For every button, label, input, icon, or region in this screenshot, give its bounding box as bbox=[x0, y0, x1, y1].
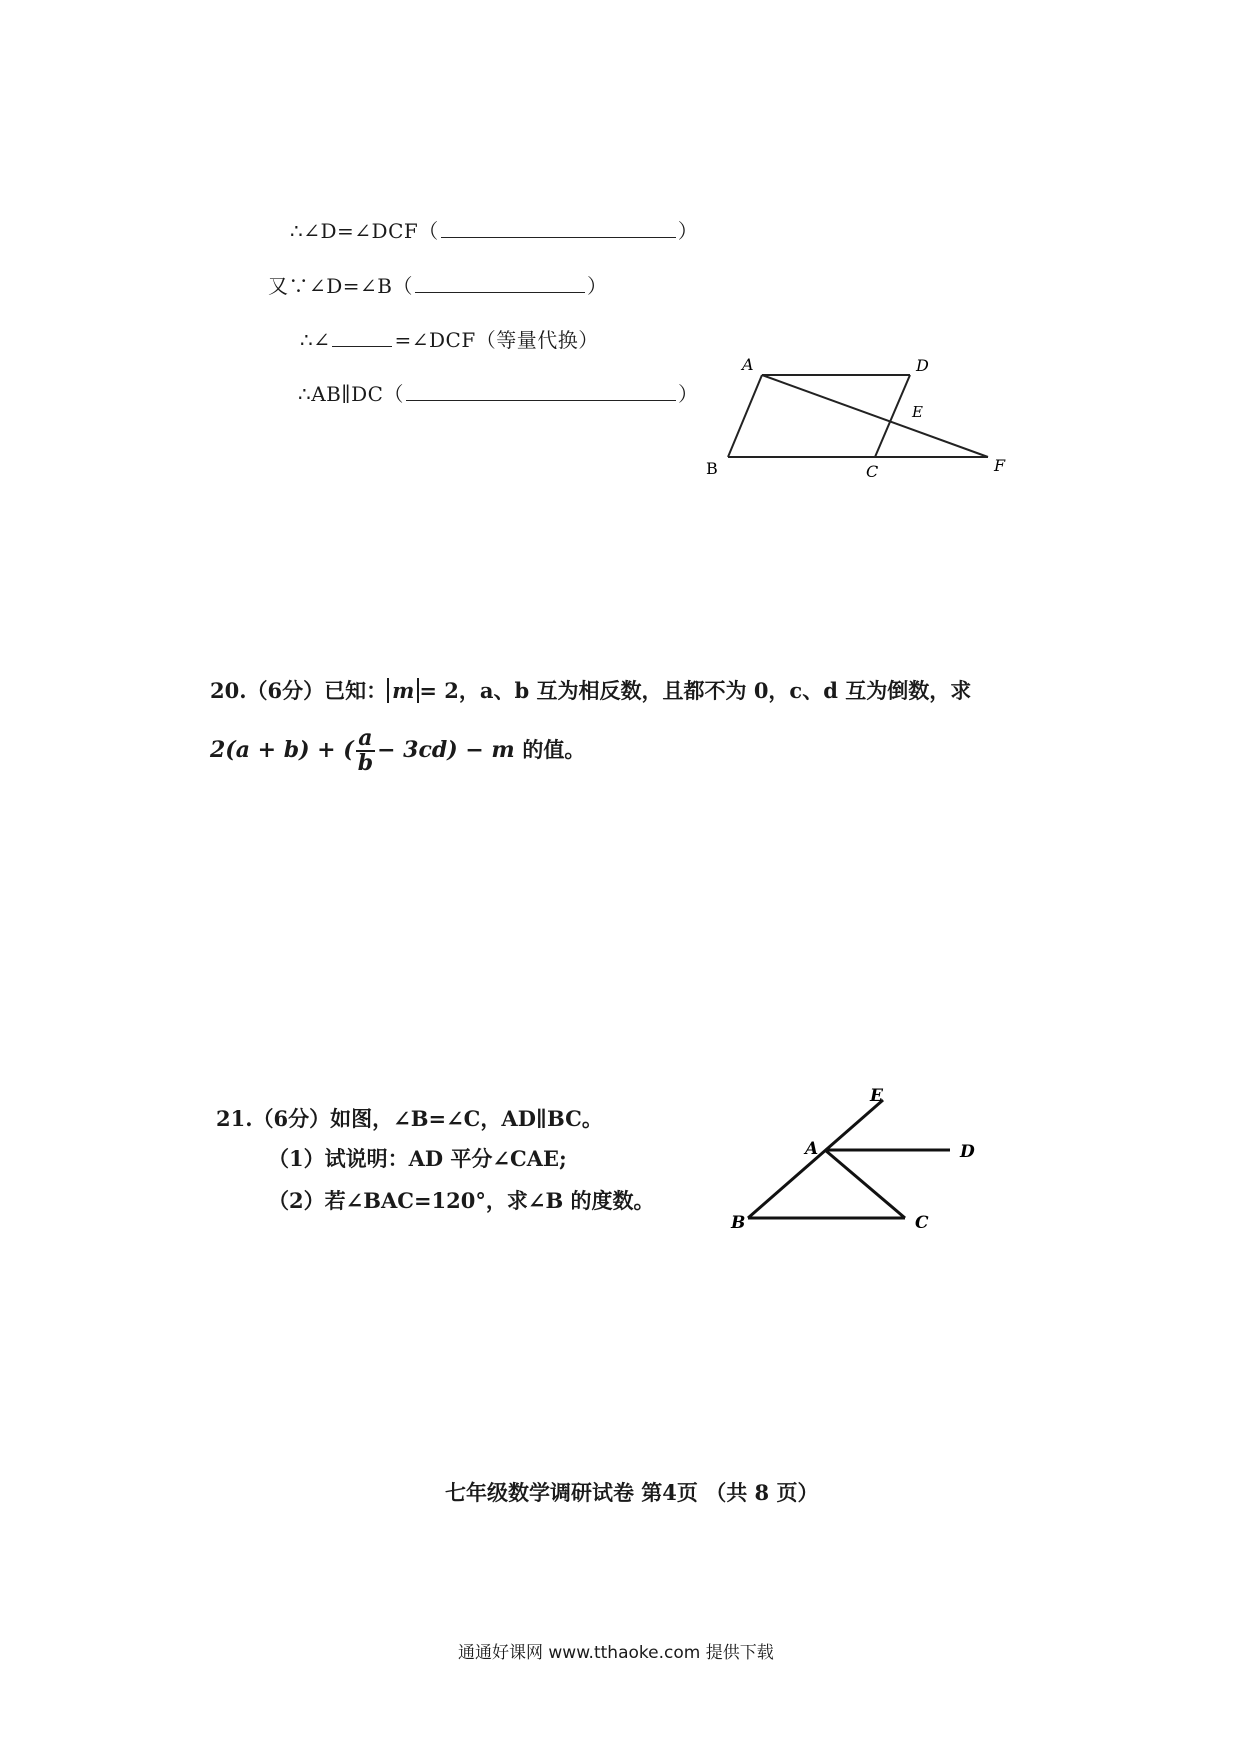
proof-line-4 bbox=[298, 378, 698, 407]
q20-formula-pre: 2(a + b) + ( bbox=[210, 737, 354, 764]
q20-stem-rest: = 2，a、b 互为相反数，且都不为 0，c、d 互为倒数，求 bbox=[419, 678, 972, 703]
label-f: F bbox=[994, 456, 1006, 475]
label-b: B bbox=[706, 459, 718, 478]
proof-line-2-close: ） bbox=[587, 274, 608, 298]
q20-stem-prefix: 20.（6分）已知： bbox=[210, 678, 388, 703]
q20-formula-post: − 3cd) − m bbox=[377, 737, 515, 764]
label-d: D bbox=[960, 1142, 975, 1162]
question-20-stem bbox=[210, 675, 971, 705]
proof-line-2-text: 又∵∠D=∠B（ bbox=[268, 274, 414, 298]
segment-dc bbox=[875, 375, 910, 457]
proof-line-2 bbox=[268, 270, 608, 299]
download-credit: 通通好课网 www.tthaoke.com 提供下载 bbox=[458, 1643, 774, 1663]
label-d: D bbox=[916, 356, 929, 375]
proof-line-4-text: ∴AB∥DC（ bbox=[298, 382, 404, 406]
segment-be bbox=[748, 1100, 883, 1218]
proof-line-3-suffix: =∠DCF（等量代换） bbox=[394, 328, 599, 352]
answer-blank-4[interactable] bbox=[406, 382, 676, 401]
answer-blank-1[interactable] bbox=[441, 219, 676, 238]
proof-line-1 bbox=[290, 215, 698, 244]
label-c: C bbox=[866, 462, 879, 481]
label-c: C bbox=[915, 1213, 929, 1233]
proof-line-1-close: ） bbox=[677, 219, 699, 243]
question-21-part-2: （2）若∠BAC=120°，求∠B 的度数。 bbox=[268, 1188, 655, 1213]
q20-abs-m: m bbox=[387, 678, 419, 703]
label-a: A bbox=[742, 355, 754, 374]
label-e: E bbox=[870, 1088, 883, 1106]
q20-fraction bbox=[356, 727, 375, 775]
question-21-stem: 21.（6分）如图，∠B=∠C，AD∥BC。 bbox=[216, 1106, 603, 1131]
label-a: A bbox=[805, 1139, 819, 1159]
answer-blank-2[interactable] bbox=[415, 274, 585, 293]
segment-ac bbox=[825, 1150, 905, 1218]
proof-line-1-text: ∴∠D=∠DCF（ bbox=[290, 219, 439, 243]
figure-trapezoid bbox=[690, 345, 1030, 485]
question-20-formula bbox=[210, 727, 585, 775]
question-21-part-1: （1）试说明：AD 平分∠CAE; bbox=[268, 1146, 567, 1171]
page-footer: 七年级数学调研试卷 第4页 （共 8 页） bbox=[445, 1480, 819, 1505]
label-e: E bbox=[912, 403, 923, 421]
proof-line-3-prefix: ∴∠ bbox=[300, 328, 331, 352]
proof-line-3 bbox=[300, 324, 599, 353]
q20-frac-num: a bbox=[356, 727, 375, 752]
segment-ab bbox=[728, 375, 762, 457]
q20-formula-tail: 的值。 bbox=[522, 737, 586, 763]
proof-line-4-close: ） bbox=[677, 382, 699, 406]
q20-frac-den: b bbox=[357, 750, 374, 777]
figure-triangle bbox=[715, 1088, 995, 1240]
answer-blank-3[interactable] bbox=[332, 328, 392, 347]
label-b: B bbox=[731, 1213, 746, 1233]
segment-af bbox=[762, 375, 988, 457]
